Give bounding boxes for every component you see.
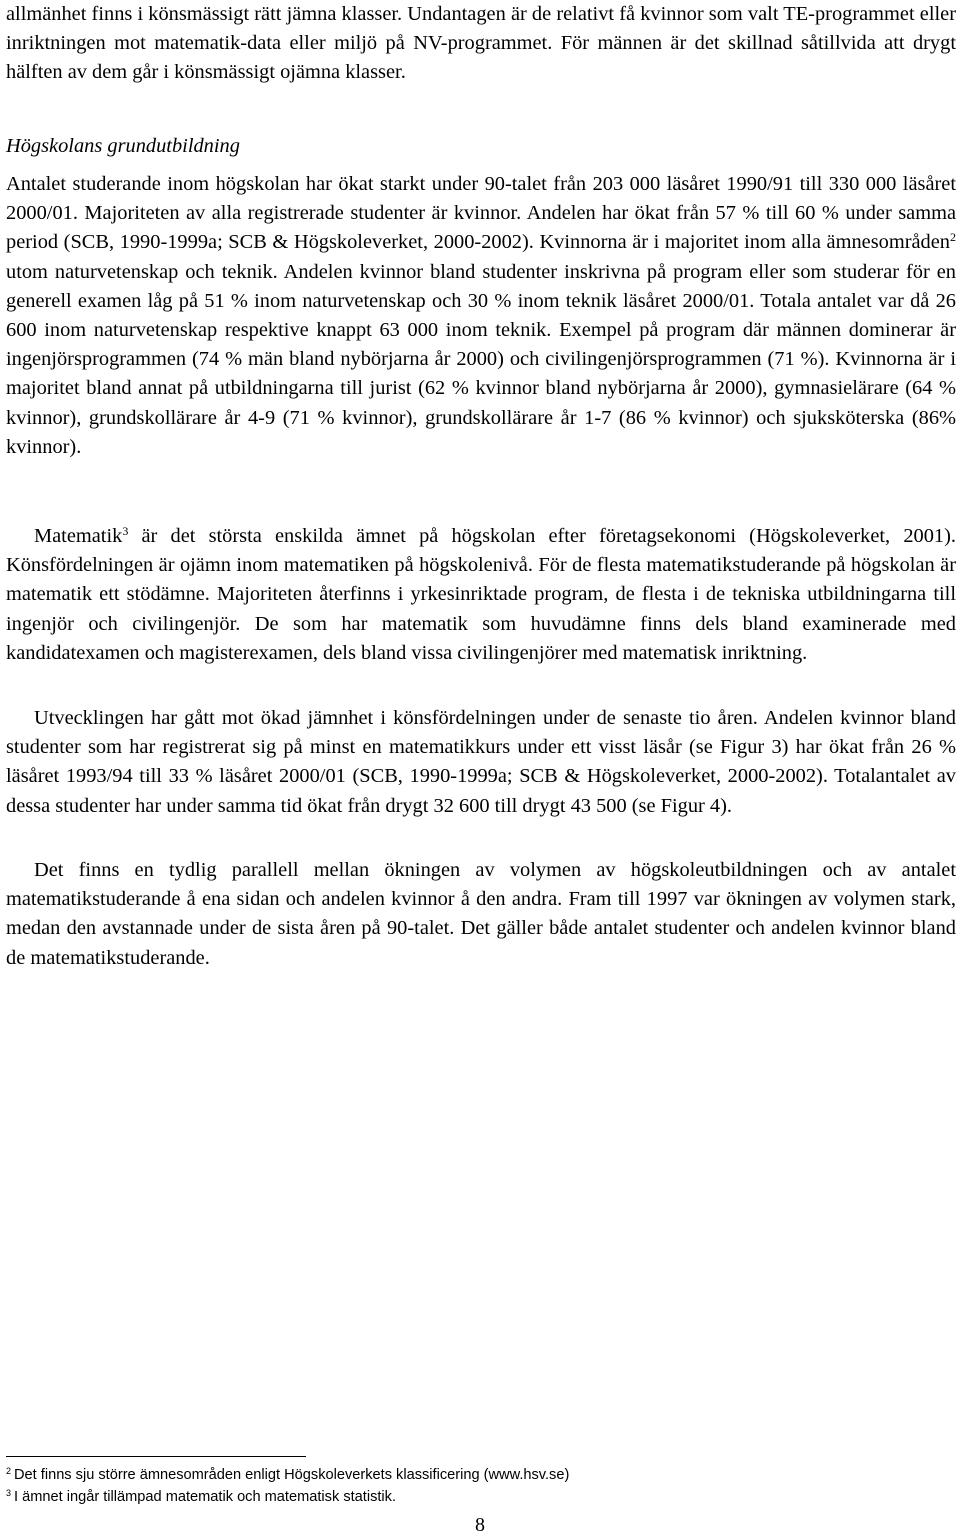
footnote-3 xyxy=(6,1486,946,1508)
footnote-divider xyxy=(6,1456,306,1457)
footnote-ref-2[interactable]: 2 xyxy=(950,230,956,245)
footnote-2 xyxy=(6,1464,946,1486)
paragraph-mathematics xyxy=(6,522,956,668)
paragraph-higher-education xyxy=(6,170,956,462)
paragraph-text: Matematik xyxy=(34,525,123,547)
intro-paragraph: allmänhet finns i könsmässigt rätt jämna klasser. Undantagen är de relativt få kvinnor som valt TE-programmet eller inriktningen mot matematik-data eller miljö på NV-programmet. För männen är det skillnad såtillvida att drygt hälften av dem går i könsmässigt ojämna klasser. xyxy=(6,3,956,84)
footnote-number: 3 xyxy=(6,1488,12,1498)
section-heading: Högskolans grundutbildning xyxy=(6,135,240,157)
footnote-number: 2 xyxy=(6,1466,12,1476)
footnote-text: I ämnet ingår tillämpad matematik och matematisk statistik. xyxy=(14,1489,397,1505)
paragraph-text: Antalet studerande inom högskolan har ökat starkt under 90-talet från 203 000 läsåret 1990/91 till 330 000 läsåret 2000/01. Majoriteten av alla registrerade studenter är kvinnor. Andelen har ökat från 57 % till 60 % under samma period (SCB, 1990-1999a; SCB & Högskoleverket, 2000-2002). Kvinnorna är i majoritet inom alla ämnesområden xyxy=(6,173,956,254)
paragraph-development: Utvecklingen har gått mot ökad jämnhet i könsfördelningen under de senaste tio åren. Andelen kvinnor bland studenter som har registrerat sig på minst en matematikkurs under ett visst läsår (se Figur 3) har ökat från 26 % läsåret 1993/94 till 33 % läsåret 2000/01 (SCB, 1990-1999a; SCB & Högskoleverket, 2000-2002). Totalantalet av dessa studenter har under samma tid ökat från drygt 32 600 till drygt 43 500 (se Figur 4). xyxy=(6,707,956,817)
footnote-ref-3[interactable]: 3 xyxy=(122,524,129,538)
footnotes xyxy=(6,1464,946,1508)
paragraph-text: är det största enskilda ämnet på högskolan efter företagsekonomi (Högskoleverket, 2001). Könsfördelningen är ojämn inom matematiken på högskolenivå. För de flesta matematikstuderande på högskolan är matematik ett stödämne. Majoriteten återfinns i yrkesinriktade program, de flesta i de tekniska utbildningarna till ingenjör och civilingenjör. De som har matematik som huvudämne finns dels bland examinerade med kandidatexamen och magisterexamen, dels bland vissa civilingenjörer med matematisk inriktning. xyxy=(6,525,956,664)
paragraph-text: utom naturvetenskap och teknik. Andelen kvinnor bland studenter inskrivna på program eller som studerar för en generell examen låg på 51 % inom naturvetenskap och 30 % inom teknik läsåret 2000/01. Totala antalet var då 26 600 inom naturvetenskap respektive knappt 63 000 inom teknik. Exempel på program där männen dominerar är ingenjörsprogrammen (74 % män bland nybörjarna år 2000) och civilingenjörsprogrammen (71 %). Kvinnorna är i majoritet bland annat på utbildningarna till jurist (62 % kvinnor bland nybörjarna år 2000), gymnasielärare (64 % kvinnor), grundskollärare år 4-9 (71 % kvinnor), grundskollärare år 1-7 (86 % kvinnor) och sjuksköterska (86% kvinnor). xyxy=(6,260,956,458)
footnote-text: Det finns sju större ämnesområden enligt Högskoleverkets klassificering (www.hsv.se) xyxy=(14,1467,570,1483)
paragraph-parallel: Det finns en tydlig parallell mellan ökningen av volymen av högskoleutbildningen och av antalet matematikstuderande å ena sidan och andelen kvinnor å den andra. Fram till 1997 var ökningen av volymen stark, medan den avstannade under de sista åren på 90-talet. Det gäller både antalet studenter och andelen kvinnor bland de matematikstuderande. xyxy=(6,859,956,969)
page-number: 8 xyxy=(475,1514,485,1536)
